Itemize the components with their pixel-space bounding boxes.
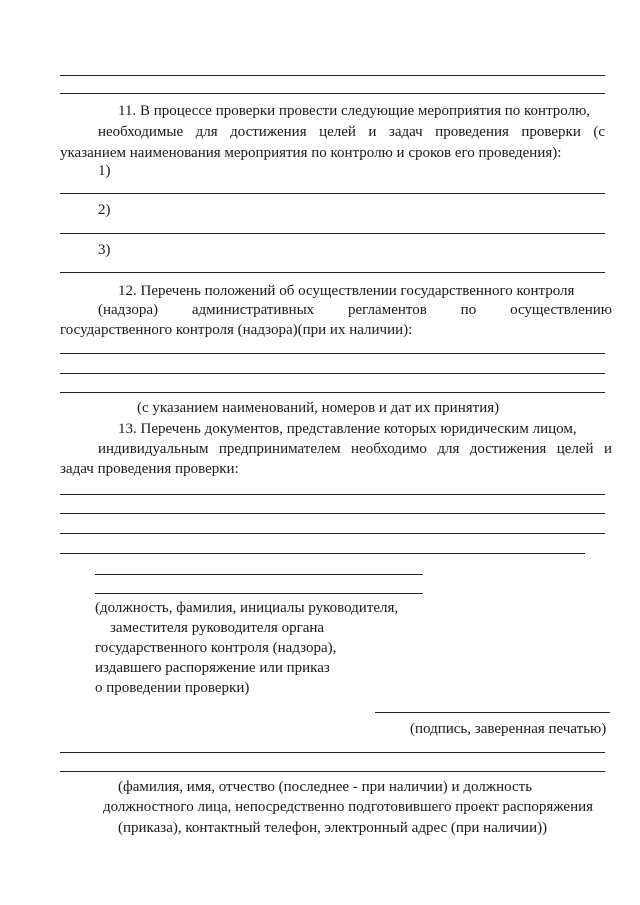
- blank-line-s13-4: [60, 553, 585, 554]
- section12-line1: 12. Перечень положений об осуществлении государственного контроля: [118, 283, 575, 299]
- official-caption-line: заместителя руководителя органа: [95, 620, 325, 636]
- blank-line-top-2: [60, 93, 605, 94]
- signature-caption: (подпись, заверенная печатью): [410, 721, 607, 737]
- blank-line-s12-3: [60, 392, 605, 393]
- blank-line-s13-2: [60, 513, 605, 514]
- preparer-line2: должностного лица, непосредственно подготовившего проект распоряжения: [103, 799, 594, 815]
- blank-line-preparer-1: [60, 752, 605, 753]
- section12-line2: (надзора) административных регламентов по осуществлению: [98, 302, 612, 318]
- section12-note: (с указанием наименований, номеров и дат их принятия): [137, 400, 500, 416]
- section13-line3: задач проведения проверки:: [60, 461, 239, 477]
- section11-line3: указанием наименования мероприятия по контролю и сроков его проведения):: [60, 145, 562, 161]
- blank-line-item-2: [60, 233, 605, 234]
- section11-item-3: 3): [98, 242, 111, 258]
- blank-line-top-1: [60, 75, 605, 76]
- official-caption: [95, 598, 425, 698]
- signature-line-right: [375, 712, 610, 713]
- signature-line-1: [95, 574, 423, 575]
- section11-item-1: 1): [98, 163, 111, 179]
- blank-line-s13-1: [60, 494, 605, 495]
- section12-line3: государственного контроля (надзора)(при их наличии):: [60, 322, 413, 338]
- blank-line-s12-2: [60, 373, 605, 374]
- section13-line1: 13. Перечень документов, представление которых юридическим лицом,: [118, 421, 577, 437]
- blank-line-s13-3: [60, 533, 605, 534]
- official-caption-line: (должность, фамилия, инициалы руководителя,: [95, 600, 399, 616]
- section11-line1: 11. В процессе проверки провести следующие мероприятия по контролю,: [118, 103, 591, 119]
- section13-line2: индивидуальным предпринимателем необходимо для достижения целей и: [98, 441, 612, 457]
- official-caption-line: государственного контроля (надзора),: [95, 640, 337, 656]
- blank-line-item-3: [60, 272, 605, 273]
- section11-line2: необходимые для достижения целей и задач проведения проверки (с: [98, 124, 605, 140]
- official-caption-line: издавшего распоряжение или приказ: [95, 660, 330, 676]
- official-caption-line: о проведении проверки): [95, 680, 250, 696]
- blank-line-item-1: [60, 193, 605, 194]
- signature-line-2: [95, 593, 423, 594]
- blank-line-s12-1: [60, 353, 605, 354]
- preparer-line1: (фамилия, имя, отчество (последнее - при наличии) и должность: [118, 779, 533, 795]
- blank-line-preparer-2: [60, 771, 605, 772]
- preparer-line3: (приказа), контактный телефон, электронный адрес (при наличии)): [118, 820, 548, 836]
- section11-item-2: 2): [98, 202, 111, 218]
